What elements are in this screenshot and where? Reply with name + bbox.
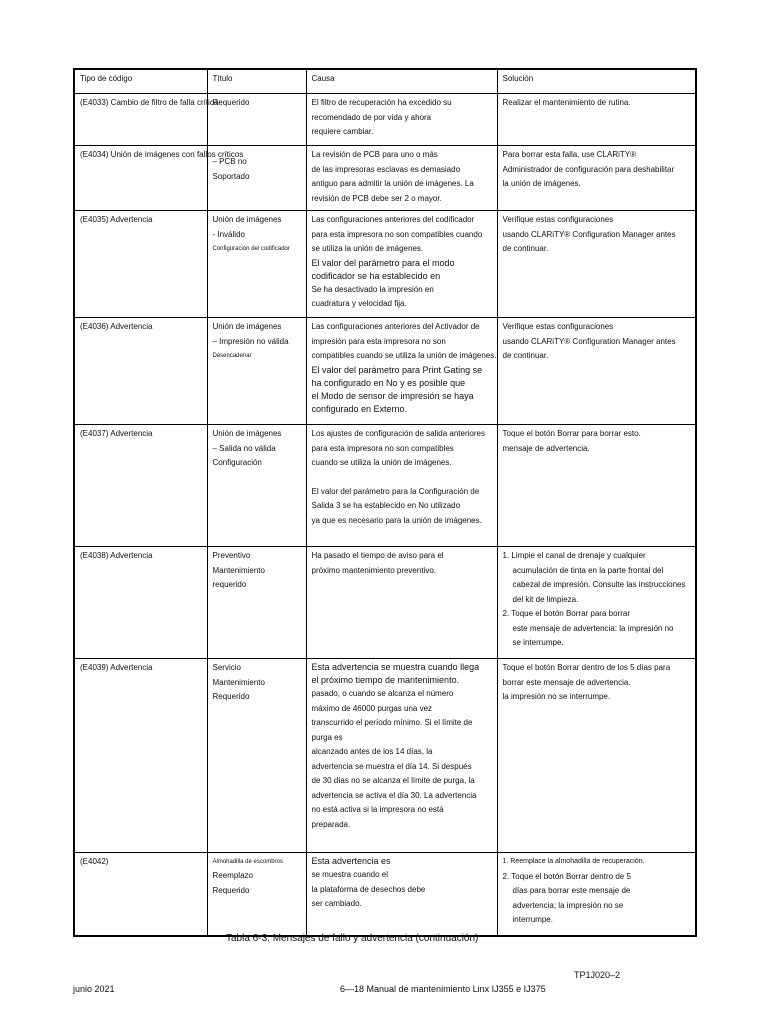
table-row — [74, 547, 696, 659]
cause-cell: El filtro de recuperación ha excedido su recomendado de por vida y ahora requiere cambiar. — [306, 94, 497, 146]
cause-cell: Las configuraciones anteriores del codificador para esta impresora no son compatibles cuando se utiliza la unión de imágenes. El valor del parámetro para el modo codificador se ha establecido en Se ha desactivado la impresión en cuadratura y velocidad fija. — [306, 211, 497, 318]
cause-cell: Los ajustes de configuración de salida anteriores para esta impresora no son compatibles cuando se utiliza la unión de imágenes. El valor del parámetro para la Configuración de Salida 3 se ha establecido en No utilizado ya que es necesario para la unión de imágenes. — [306, 425, 497, 547]
table-header-row — [74, 69, 696, 94]
solution-cell: Toque el botón Borrar para borrar esto. mensaje de advertencia. — [497, 425, 696, 547]
table-row — [74, 94, 696, 146]
code-cell: (E4039) Advertencia — [74, 659, 207, 853]
title-cell: Unión de imágenes – Salida no válida Configuración — [207, 425, 306, 547]
solution-cell: 1. Limpie el canal de drenaje y cualquier acumulación de tinta en la parte frontal del cabezal de impresión. Consulte las instrucciones del kit de limpieza. 2. Toque el botón Borrar para borrar este mensaje de advertencia: la impresión no se interrumpe. — [497, 547, 696, 659]
fault-warning-table — [73, 68, 697, 937]
code-cell: (E4033) Cambio de filtro de falla crítica — [74, 94, 207, 146]
header-code-type: Tipo de código — [74, 69, 207, 94]
header-title: Título — [207, 69, 306, 94]
cause-cell: Esta advertencia es se muestra cuando el la plataforma de desechos debe ser cambiado. — [306, 853, 497, 936]
solution-cell: Verifique estas configuraciones usando CLARiTY® Configuration Manager antes de continuar. — [497, 318, 696, 425]
code-cell: (E4037) Advertencia — [74, 425, 207, 547]
table-row — [74, 211, 696, 318]
table-row — [74, 318, 696, 425]
code-cell: (E4034) Unión de imágenes con fallos críticos — [74, 146, 207, 211]
solution-cell: Realizar el mantenimiento de rutina. — [497, 94, 696, 146]
title-cell: Almohadilla de escombros Reemplazo Requerido — [207, 853, 306, 936]
code-cell: (E4038) Advertencia — [74, 547, 207, 659]
table-row — [74, 853, 696, 936]
solution-cell: 1. Reemplace la almohadilla de recuperación. 2. Toque el botón Borrar dentro de 5 días para borrar este mensaje de advertencia; la impresión no se interrumpe. — [497, 853, 696, 936]
document-number: TP1J020–2 — [574, 970, 621, 980]
title-cell: Servicio Mantenimiento Requerido — [207, 659, 306, 853]
cause-cell: Esta advertencia se muestra cuando llega el próximo tiempo de mantenimiento. pasado, o cuando se alcanza el número máximo de 46000 purgas una vez transcurrido el período mínimo. Si el límite de purga es alcanzado antes de los 14 días, la advertencia se muestra el día 14. Si después de 30 días no se alcanza el límite de purga, la advertencia se activa el día 30. La advertencia no está activa si la impresora no está preparada. — [306, 659, 497, 853]
footer-date: junio 2021 — [73, 984, 115, 994]
code-cell: (E4036) Advertencia — [74, 318, 207, 425]
code-cell: (E4042) — [74, 853, 207, 936]
cause-cell: Ha pasado el tiempo de aviso para el próximo mantenimiento preventivo. — [306, 547, 497, 659]
title-cell: Unión de imágenes – Impresión no válida Desencadenar — [207, 318, 306, 425]
solution-cell: Para borrar esta falla, use CLARiTY® Administrador de configuración para deshabilitar la unión de imágenes. — [497, 146, 696, 211]
cause-cell: La revisión de PCB para uno o más de las impresoras esclavas es demasiado antiguo para admitir la unión de imágenes. La revisión de PCB debe ser 2 o mayor. — [306, 146, 497, 211]
table-caption: Tabla 6-3. Mensajes de fallo y advertencia (continuación) — [226, 933, 479, 944]
title-cell: Requerido — [207, 94, 306, 146]
table-row — [74, 146, 696, 211]
header-cause: Causa — [306, 69, 497, 94]
header-solution: Solución — [497, 69, 696, 94]
cause-cell: Las configuraciones anteriores del Activador de impresión para esta impresora no son compatibles cuando se utiliza la unión de imágenes. El valor del parámetro para Print Gating se ha configurado en No y es posible que el Modo de sensor de impresión se haya configurado en Externo. — [306, 318, 497, 425]
title-cell: Unión de imágenes - Inválido Configuración del codificador — [207, 211, 306, 318]
table-row — [74, 659, 696, 853]
solution-cell: Verifique estas configuraciones usando CLARiTY® Configuration Manager antes de continuar. — [497, 211, 696, 318]
footer-page-title: 6—18 Manual de mantenimiento Linx IJ355 e IJ375 — [340, 984, 546, 994]
title-cell: Preventivo Mantenimiento requerido — [207, 547, 306, 659]
solution-cell: Toque el botón Borrar dentro de los 5 días para borrar este mensaje de advertencia. la impresión no se interrumpe. — [497, 659, 696, 853]
table-row — [74, 425, 696, 547]
code-cell: (E4035) Advertencia — [74, 211, 207, 318]
title-cell: – PCB no Soportado — [207, 146, 306, 211]
